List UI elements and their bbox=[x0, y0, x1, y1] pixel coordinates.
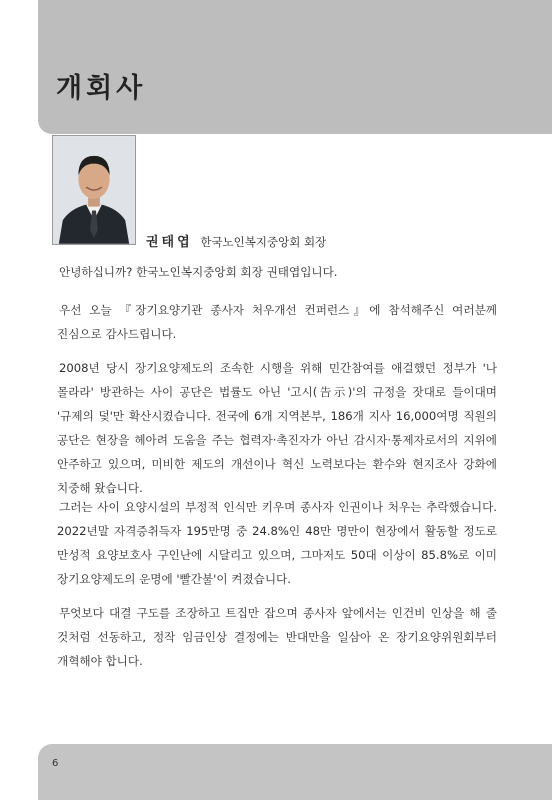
paragraph-history: 2008년 당시 장기요양제도의 조속한 시행을 위해 민간참여를 애걸했던 정부가 '나 몰라라' 방관하는 사이 공단은 법률도 아닌 '고시(告示)'의 규정을 잣대로 들이대며 '규제의 덫'만 확산시켰습니다. 전국에 6개 지역본부, 186개 지사 16,000여명 직원의 공단은 현장을 헤아려 도움을 주는 협력자·촉진자가 아닌 감시자·통제자로서의 지위에 안주하고 있으며, 미비한 제도의 개선이나 혁신 노력보다는 환수와 현지조사 강화에 치중해 왔습니다. bbox=[57, 361, 497, 495]
paragraph-workforce: 그러는 사이 요양시설의 부정적 인식만 키우며 종사자 인권이나 처우는 추락했습니다. 2022년말 자격증취득자 195만명 중 24.8%인 48만 명만이 현장에서 활동할 정도로 만성적 요양보호사 구인난에 시달리고 있으며, 그마저도 50대 이상이 85.8%로 이미 장기요양제도의 운명에 '빨간불'이 켜졌습니다. bbox=[57, 500, 497, 586]
speaker-photo bbox=[52, 135, 136, 245]
speaker-title: 한국노인복지중앙회 회장 bbox=[200, 235, 327, 249]
paragraph-greeting: 안녕하십니까? 한국노인복지중앙회 회장 권태엽입니다. bbox=[59, 265, 338, 279]
speaker-byline bbox=[146, 231, 326, 250]
page-number: 6 bbox=[52, 758, 59, 769]
paragraph-thanks: 우선 오늘 『장기요양기관 종사자 처우개선 컨퍼런스』에 참석해주신 여러분께 진심으로 감사드립니다. bbox=[57, 303, 497, 341]
portrait-illustration bbox=[53, 136, 135, 244]
paragraph-reform: 무엇보다 대결 구도를 조장하고 트집만 잡으며 종사자 앞에서는 인건비 인상을 해 줄 것처럼 선동하고, 정작 임금인상 결정에는 반대만을 일삼아 온 장기요양위원회부터 개혁해야 합니다. bbox=[57, 606, 497, 668]
page-title: 개회사 bbox=[56, 73, 147, 104]
speaker-name: 권태엽 bbox=[146, 235, 193, 250]
footer-band bbox=[38, 744, 552, 800]
